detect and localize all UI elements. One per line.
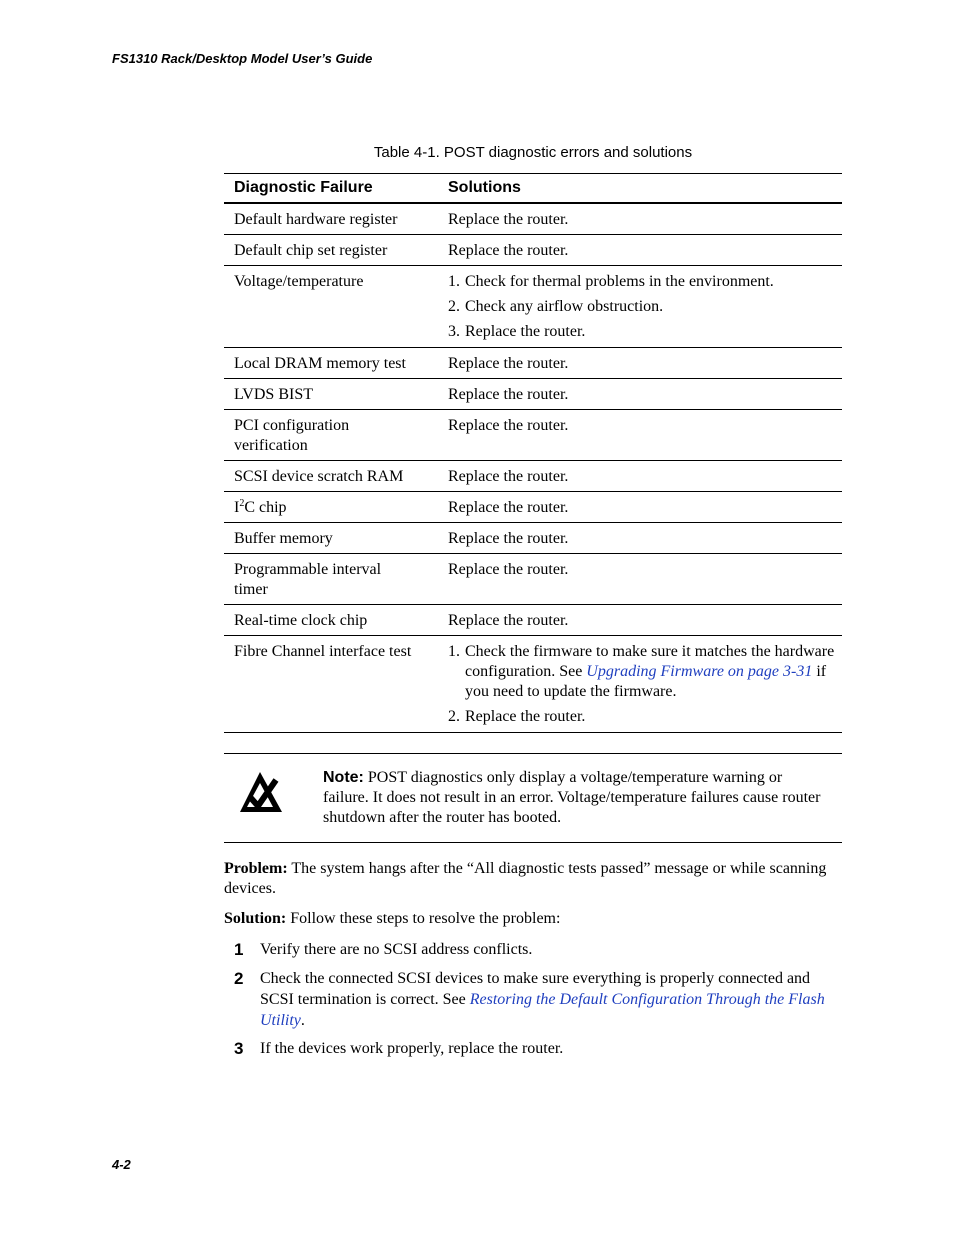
solution-cell: Replace the router. xyxy=(448,211,569,228)
failure-cell: LVDS BIST xyxy=(234,386,313,403)
table-row xyxy=(224,461,842,492)
step-text: Verify there are no SCSI address conflicts. xyxy=(260,941,533,958)
note-label: Note: xyxy=(323,769,364,786)
failure-cell: Buffer memory xyxy=(234,530,333,547)
solution-cell: Replace the router. xyxy=(448,417,569,434)
failure-cell: Programmable interval timer xyxy=(234,561,382,598)
failure-cell: Default chip set register xyxy=(234,242,388,259)
solution-step: 1. Check for thermal problems in the environment. xyxy=(448,273,774,290)
solution-step: 1. Check the firmware to make sure it matches the hardware configuration. See Upgrading Firmware on page 3-31 if you need to update the firmware. xyxy=(448,643,835,700)
table-row xyxy=(224,554,842,605)
step-number: 2 xyxy=(234,969,244,988)
diagnostics-table xyxy=(224,173,842,733)
checkmark-note-icon xyxy=(240,770,284,814)
table-row xyxy=(224,605,842,636)
note-text: Note: POST diagnostics only display a voltage/temperature warning or failure. It does not result in an error. Voltage/temperature failures cause router shutdown after the router has booted. xyxy=(323,769,821,826)
failure-cell: Real-time clock chip xyxy=(234,612,368,629)
restoring-default-config-link[interactable]: Restoring the Default Configuration Through the Flash Utility xyxy=(260,991,825,1029)
table-row xyxy=(224,379,842,410)
failure-cell: PCI configuration verification xyxy=(234,417,350,454)
solution-cell: Replace the router. xyxy=(448,561,569,578)
page-number: 4-2 xyxy=(112,1157,131,1172)
step-number: 3 xyxy=(234,1039,244,1058)
failure-cell: Fibre Channel interface test xyxy=(234,643,412,660)
solution-label: Solution: xyxy=(224,910,287,927)
failure-cell: Voltage/temperature xyxy=(234,273,364,290)
running-header: FS1310 Rack/Desktop Model User’s Guide xyxy=(112,51,373,66)
table-row xyxy=(224,266,842,348)
step-text: If the devices work properly, replace the router. xyxy=(260,1040,564,1057)
table-caption: Table 4-1. POST diagnostic errors and solutions xyxy=(373,144,693,161)
column-header-solutions: Solutions xyxy=(448,179,521,196)
solution-cell: Replace the router. xyxy=(448,242,569,259)
solution-cell: Replace the router. xyxy=(448,499,569,516)
solution-paragraph: Solution: Follow these steps to resolve the problem: xyxy=(224,910,561,927)
solution-step: 3. Replace the router. xyxy=(448,323,586,340)
note-box xyxy=(224,753,842,843)
solution-cell: Replace the router. xyxy=(448,468,569,485)
step-number: 1 xyxy=(234,940,244,959)
table-row xyxy=(224,523,842,554)
solution-cell xyxy=(438,272,842,342)
solution-step: 2. Replace the router. xyxy=(448,708,586,725)
problem-label: Problem: xyxy=(224,860,288,877)
failure-cell: SCSI device scratch RAM xyxy=(234,468,404,485)
table-row xyxy=(224,410,842,461)
table-row xyxy=(224,204,842,235)
table-row xyxy=(224,492,842,523)
failure-cell: $I^2C$ chip xyxy=(234,498,287,516)
solution-cell: Replace the router. xyxy=(448,386,569,403)
solution-cell xyxy=(438,642,842,727)
problem-paragraph: Problem: The system hangs after the “All diagnostic tests passed” message or while scanning devices. xyxy=(224,860,827,897)
step-text: Check the connected SCSI devices to make sure everything is properly connected and SCSI termination is correct. See Restoring the Default Configuration Through the Flash Utility. xyxy=(260,970,825,1029)
failure-cell: Default hardware register xyxy=(234,211,398,228)
table-row xyxy=(224,235,842,266)
table-row xyxy=(224,348,842,379)
solution-cell: Replace the router. xyxy=(448,355,569,372)
solution-cell: Replace the router. xyxy=(448,612,569,629)
column-header-failure: Diagnostic Failure xyxy=(234,179,373,196)
table-header-row xyxy=(224,173,842,204)
table-row xyxy=(224,636,842,733)
solution-cell: Replace the router. xyxy=(448,530,569,547)
upgrading-firmware-link[interactable]: Upgrading Firmware on page 3-31 xyxy=(586,663,813,680)
solution-step: 2. Check any airflow obstruction. xyxy=(448,298,664,315)
failure-cell: Local DRAM memory test xyxy=(234,355,406,372)
